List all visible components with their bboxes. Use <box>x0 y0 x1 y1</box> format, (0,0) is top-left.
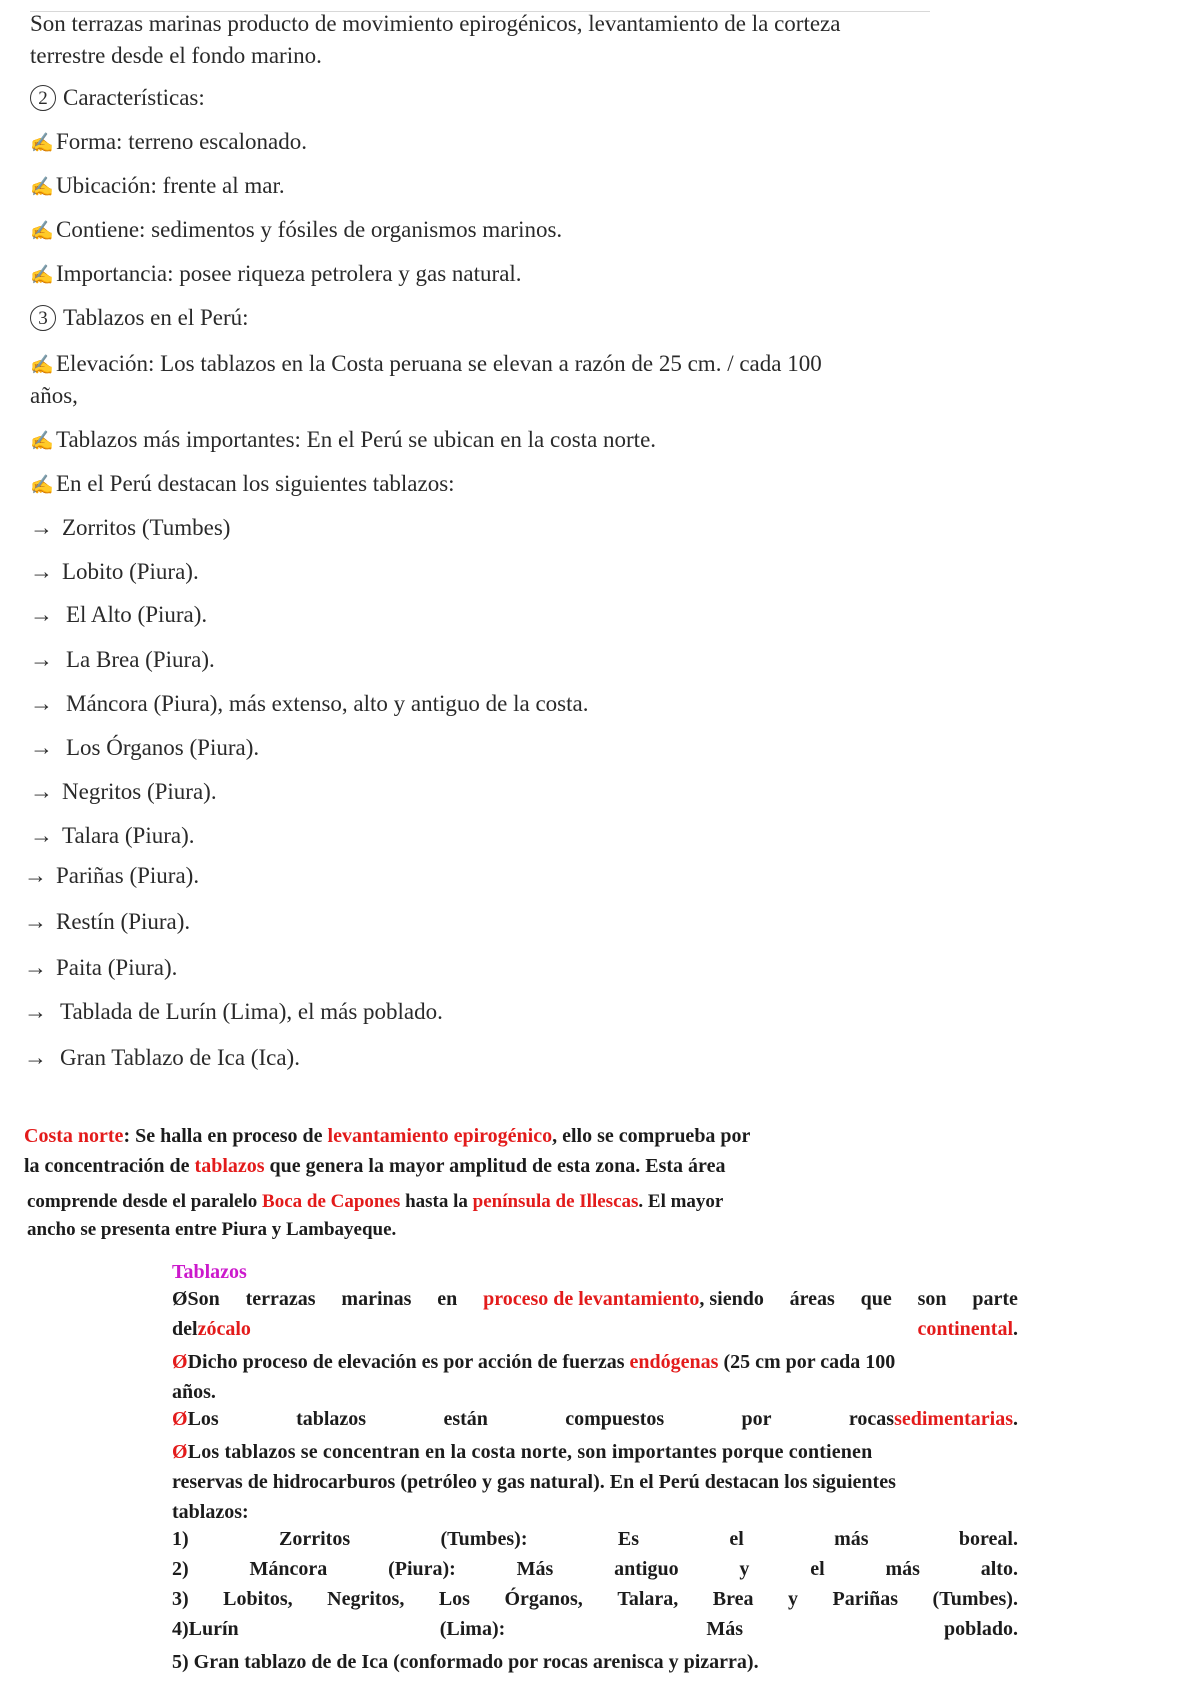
text-span: (25 cm por cada 100 <box>718 1351 896 1373</box>
list-item <box>30 734 259 762</box>
arrow-right-icon: → <box>24 863 47 888</box>
word: alto. <box>980 1558 1018 1580</box>
arrow-right-icon: → <box>30 735 53 760</box>
word: ØSon <box>172 1288 220 1310</box>
bullet-text: Ubicación: frente al mar. <box>56 173 285 198</box>
word: Brea <box>712 1588 754 1610</box>
text-span: del <box>172 1318 198 1340</box>
null-sign-icon: Ø <box>172 1351 188 1373</box>
arrow-right-icon: → <box>30 823 53 848</box>
text-span: Dicho proceso de elevación es por acción de fuerzas <box>187 1351 630 1373</box>
null-sign-icon: Ø <box>172 1408 188 1430</box>
arrow-right-icon: → <box>30 515 53 540</box>
intro-line-2: terrestre desde el fondo marino. <box>30 43 322 68</box>
word: (Tumbes). <box>932 1588 1018 1610</box>
text-span: Los tablazos se concentran en la costa norte, son importantes porque contienen <box>187 1441 873 1463</box>
word: Lobitos, <box>223 1588 293 1610</box>
pencil-icon: ✍ <box>30 221 54 242</box>
section-2-heading <box>30 84 205 112</box>
word: 4)Lurín <box>172 1618 239 1640</box>
section-2-title: Características: <box>63 85 205 110</box>
bullet-text: Importancia: posee riqueza petrolera y gas natural. <box>56 261 522 286</box>
pencil-icon: ✍ <box>30 133 54 154</box>
tablazos-item-1 <box>172 1528 1018 1551</box>
highlight-span: península de Illescas <box>472 1191 639 1212</box>
word: áreas <box>789 1288 835 1310</box>
tablazos-p4-line-1 <box>172 1438 872 1466</box>
circled-number-3: 3 <box>30 305 56 331</box>
word: , siendo <box>699 1288 764 1310</box>
text-span: , ello se comprueba por <box>552 1125 751 1147</box>
list-item-text: Negritos (Piura). <box>62 779 217 804</box>
word: (Lima): <box>439 1618 506 1640</box>
bullet-importantes <box>30 426 656 456</box>
highlight-span: zócalo <box>197 1318 251 1340</box>
text-span: comprende desde el paralelo <box>27 1191 263 1212</box>
bullet-elevacion <box>30 350 822 380</box>
word-group <box>483 1288 764 1311</box>
word: Negritos, <box>327 1588 405 1610</box>
highlight-span: Boca de Capones <box>262 1191 401 1212</box>
bullet-destacan <box>30 470 455 500</box>
word: tablazos <box>296 1408 367 1430</box>
list-item <box>24 908 190 936</box>
tablazos-p3-line <box>172 1408 1018 1431</box>
list-item-text: Máncora (Piura), más extenso, alto y antiguo de la costa. <box>66 691 589 716</box>
arrow-right-icon: → <box>30 691 53 716</box>
text-span: que genera la mayor amplitud de esta zona. Esta área <box>264 1155 726 1177</box>
word: Órganos, <box>504 1588 583 1610</box>
pencil-icon: ✍ <box>30 475 54 496</box>
list-item <box>30 690 588 718</box>
word: Más <box>706 1618 743 1640</box>
costa-norte-line-2 <box>24 1152 725 1180</box>
bullet-text: Tablazos más importantes: En el Perú se ubican en la costa norte. <box>56 427 657 452</box>
section-3-title: Tablazos en el Perú: <box>63 305 249 330</box>
word: (Piura): <box>388 1558 456 1580</box>
word-group <box>849 1408 1018 1431</box>
word: Es <box>617 1528 639 1550</box>
pencil-icon: ✍ <box>30 265 54 286</box>
list-item-text: Talara (Piura). <box>62 823 195 848</box>
word: el <box>810 1558 825 1580</box>
highlight-span: continental <box>917 1318 1013 1340</box>
text-span: rocas <box>848 1408 895 1430</box>
arrow-right-icon: → <box>24 999 47 1024</box>
list-item-text: La Brea (Piura). <box>66 647 215 672</box>
bullet-contiene <box>30 216 562 246</box>
list-item-text: El Alto (Piura). <box>66 602 208 627</box>
list-item <box>24 954 177 982</box>
bullet-ubicacion <box>30 172 285 202</box>
list-item-text: Tablada de Lurín (Lima), el más poblado. <box>60 999 443 1024</box>
word: Máncora <box>249 1558 328 1580</box>
word: compuestos <box>565 1408 665 1430</box>
pencil-icon: ✍ <box>30 355 54 376</box>
tablazos-item-5: 5) Gran tablazo de de Ica (conformado por rocas arenisca y pizarra). <box>172 1651 759 1673</box>
text-span: hasta la <box>400 1191 473 1212</box>
tablazos-title: Tablazos <box>172 1261 247 1283</box>
list-item <box>30 514 230 542</box>
bullet-importancia <box>30 260 522 290</box>
pencil-icon: ✍ <box>30 431 54 452</box>
text-span: . El mayor <box>638 1191 724 1212</box>
word: que <box>860 1288 892 1310</box>
word: y <box>739 1558 750 1580</box>
list-item-text: Los Órganos (Piura). <box>66 735 260 760</box>
word: y <box>787 1588 798 1610</box>
word: 3) <box>172 1588 189 1610</box>
word: están <box>443 1408 488 1430</box>
text-span: la concentración de <box>24 1155 195 1177</box>
word: antiguo <box>614 1558 679 1580</box>
costa-norte-line-4: ancho se presenta entre Piura y Lambayeque. <box>27 1219 397 1240</box>
tablazos-p4-line-2: reservas de hidrocarburos (petróleo y gas natural). En el Perú destacan los siguientes <box>172 1471 896 1493</box>
list-item <box>24 1044 300 1072</box>
circled-number-2: 2 <box>30 85 56 111</box>
tablazos-item-2 <box>172 1558 1018 1581</box>
bullet-forma <box>30 128 307 158</box>
list-item-text: Paita (Piura). <box>56 955 178 980</box>
list-item <box>24 998 443 1026</box>
word: marinas <box>341 1288 412 1310</box>
arrow-right-icon: → <box>24 955 47 980</box>
word: Pariñas <box>832 1588 899 1610</box>
word: parte <box>972 1288 1018 1310</box>
section-3-heading <box>30 304 249 332</box>
word: 2) <box>172 1558 189 1580</box>
word: Zorritos <box>279 1528 351 1550</box>
bullet-text: Contiene: sedimentos y fósiles de organismos marinos. <box>56 217 563 242</box>
list-item-text: Pariñas (Piura). <box>56 863 200 888</box>
word: son <box>917 1288 947 1310</box>
highlight-span: levantamiento epirogénico <box>327 1125 553 1147</box>
word: (Tumbes): <box>440 1528 528 1550</box>
pencil-icon: ✍ <box>30 177 54 198</box>
bullet-text: Elevación: Los tablazos en la Costa peruana se elevan a razón de 25 cm. / cada 100 <box>56 351 822 376</box>
list-item <box>30 822 195 850</box>
arrow-right-icon: → <box>24 909 47 934</box>
list-item <box>30 558 199 586</box>
highlight-span: endógenas <box>629 1351 719 1373</box>
word: el <box>729 1528 744 1550</box>
word: Los <box>187 1408 219 1430</box>
tablazos-p4-line-3: tablazos: <box>172 1501 249 1523</box>
tablazos-p1-line-2 <box>172 1318 1018 1341</box>
text-span: : Se halla en proceso de <box>123 1125 328 1147</box>
word-group <box>172 1318 251 1341</box>
list-item <box>30 646 215 674</box>
list-item-text: Lobito (Piura). <box>62 559 199 584</box>
intro-line-1: Son terrazas marinas producto de movimiento epirogénicos, levantamiento de la corteza <box>30 11 841 36</box>
costa-norte-line-3 <box>27 1188 723 1216</box>
arrow-right-icon: → <box>30 559 53 584</box>
word: más <box>885 1558 920 1580</box>
word: boreal. <box>958 1528 1018 1550</box>
list-item <box>30 778 217 806</box>
list-item-text: Restín (Piura). <box>56 909 191 934</box>
bullet-elevacion-cont: años, <box>30 383 78 408</box>
word: en <box>437 1288 458 1310</box>
tablazos-item-4 <box>172 1618 1018 1641</box>
list-item-text: Zorritos (Tumbes) <box>62 515 231 540</box>
word-group <box>917 1318 1018 1341</box>
highlight-span: proceso de levantamiento <box>483 1288 700 1310</box>
tablazos-item-3 <box>172 1588 1018 1611</box>
word: terrazas <box>245 1288 316 1310</box>
costa-norte-line-1 <box>24 1122 750 1150</box>
arrow-right-icon: → <box>30 779 53 804</box>
list-item <box>30 601 207 629</box>
null-sign-icon: Ø <box>172 1441 188 1463</box>
text-span: . <box>1013 1318 1018 1340</box>
arrow-right-icon: → <box>30 602 53 627</box>
tablazos-p2-line-2: años. <box>172 1381 216 1403</box>
word: Los <box>438 1588 470 1610</box>
list-item <box>24 862 199 890</box>
word: poblado. <box>944 1618 1018 1640</box>
highlight-span: tablazos <box>194 1155 265 1177</box>
text-span: . <box>1012 1408 1018 1430</box>
arrow-right-icon: → <box>24 1045 47 1070</box>
highlight-span: sedimentarias <box>894 1408 1013 1430</box>
bullet-text: En el Perú destacan los siguientes tablazos: <box>56 471 455 496</box>
costa-norte-label: Costa norte <box>24 1125 124 1147</box>
word: Talara, <box>617 1588 679 1610</box>
arrow-right-icon: → <box>30 647 53 672</box>
word-group <box>172 1408 219 1431</box>
tablazos-p2-line-1 <box>172 1348 895 1376</box>
word: por <box>741 1408 772 1430</box>
word: más <box>834 1528 869 1550</box>
word: 1) <box>172 1528 189 1550</box>
tablazos-p1-line-1 <box>172 1288 1018 1311</box>
word: Más <box>516 1558 554 1580</box>
bullet-text: Forma: terreno escalonado. <box>56 129 307 154</box>
list-item-text: Gran Tablazo de Ica (Ica). <box>60 1045 300 1070</box>
